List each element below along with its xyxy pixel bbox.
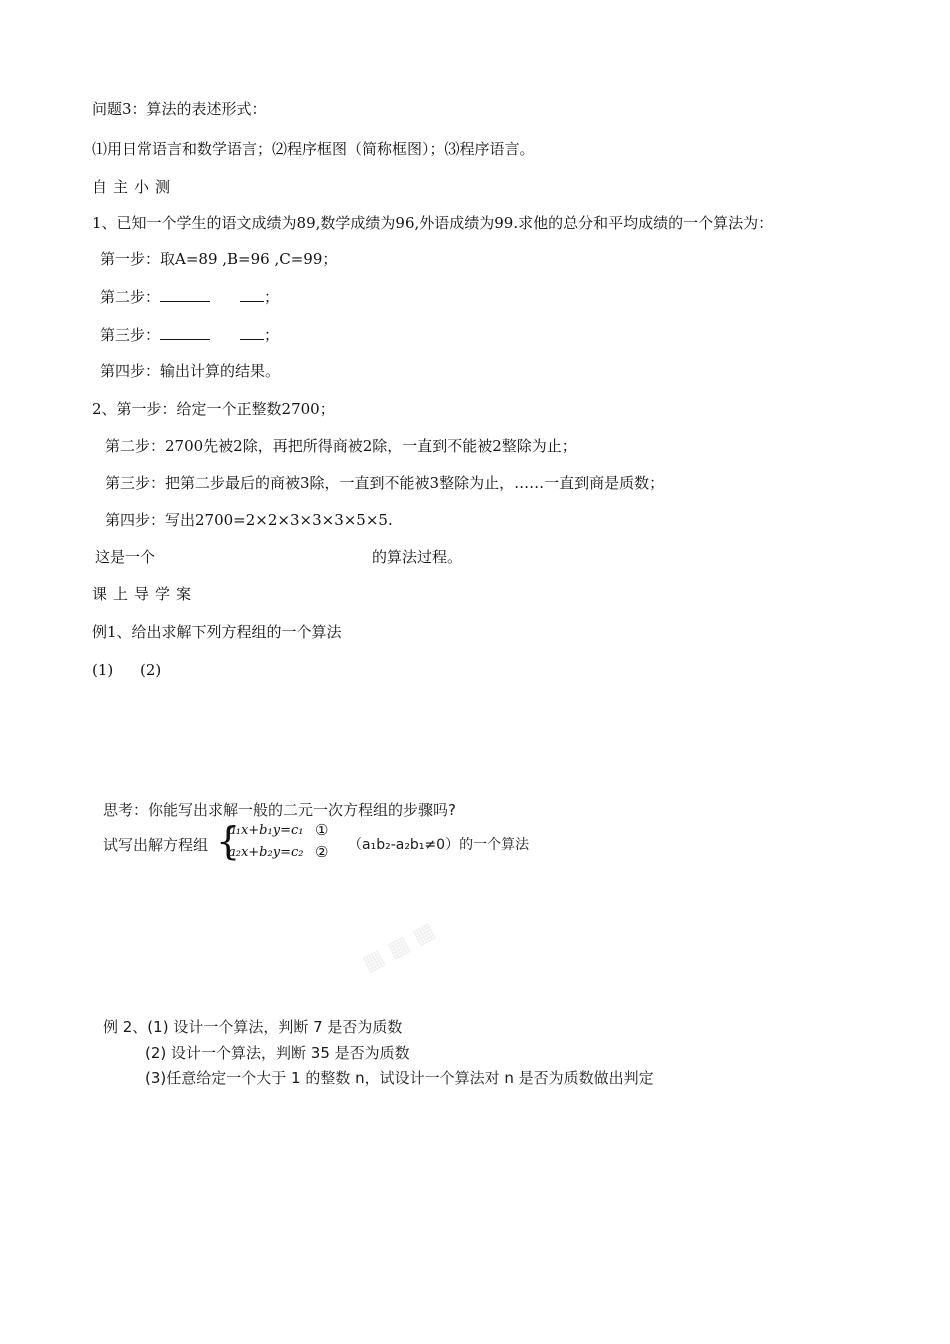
example1-label-2: (2)	[140, 661, 162, 679]
system-brace: {	[216, 819, 241, 863]
step2-label: 第二步：	[100, 288, 161, 306]
q3-title: 问题3：算法的表述形式：	[92, 100, 267, 118]
step3-label: 第三步：	[100, 326, 161, 344]
item1-step4: 第四步：输出计算的结果。	[100, 362, 281, 380]
lesson-heading: 课上导学案	[92, 585, 198, 603]
item1-step2	[100, 287, 279, 307]
system-eq1: a₁x+b₁y=c₁	[228, 823, 304, 838]
self-test-heading: 自主小测	[92, 178, 177, 196]
item1-step1: 第一步：取A=89 ,B=96 ,C=99；	[100, 250, 338, 268]
example2-line3: (3)任意给定一个大于 1 的整数 n，试设计一个算法对 n 是否为质数做出判定	[145, 1069, 654, 1087]
step3-blank-b[interactable]	[240, 325, 264, 340]
step3-end: ；	[264, 326, 280, 344]
step2-blank-a[interactable]	[160, 287, 210, 302]
example1-title: 例1、给出求解下列方程组的一个算法	[92, 623, 342, 641]
item1-intro: 1、已知一个学生的语文成绩为89,数学成绩为96,外语成绩为99.求他的总分和平均成绩的一个算法为：	[92, 214, 774, 232]
item2-step2: 第二步：2700先被2除，再把所得商被2除，一直到不能被2整除为止；	[105, 437, 577, 455]
system-condition: （a₁b₂-a₂b₁≠0）的一个算法	[348, 837, 530, 853]
item2-conclusion-end: 的算法过程。	[372, 548, 463, 566]
system-eq2: a₂x+b₂y=c₂	[228, 845, 304, 860]
example2-line2: (2) 设计一个算法，判断 35 是否为质数	[145, 1044, 410, 1062]
item1-step3	[100, 325, 279, 345]
item2-step1: 2、第一步：给定一个正整数2700；	[92, 400, 335, 418]
think-question: 思考：你能写出求解一般的二元一次方程组的步骤吗?	[103, 801, 456, 819]
example1-label-1: (1)	[92, 661, 114, 679]
item2-conclusion-start: 这是一个	[95, 548, 156, 566]
example2-line1: 例 2、(1) 设计一个算法，判断 7 是否为质数	[103, 1018, 403, 1036]
eq1-marker: ①	[315, 821, 329, 839]
item2-step3: 第三步：把第二步最后的商被3除，一直到不能被3整除为止，……一直到商是质数；	[105, 474, 665, 492]
step2-blank-b[interactable]	[240, 287, 264, 302]
step3-blank-a[interactable]	[160, 325, 210, 340]
think-prompt: 试写出解方程组	[103, 836, 209, 854]
watermark-mark: ▦ ▦ ▦	[358, 918, 440, 977]
q3-forms: ⑴用日常语言和数学语言；⑵程序框图（简称框图）；⑶程序语言。	[92, 140, 535, 158]
item2-step4: 第四步：写出2700=2×2×3×3×3×5×5.	[105, 511, 393, 529]
eq2-marker: ②	[315, 843, 329, 861]
step2-end: ；	[264, 288, 280, 306]
